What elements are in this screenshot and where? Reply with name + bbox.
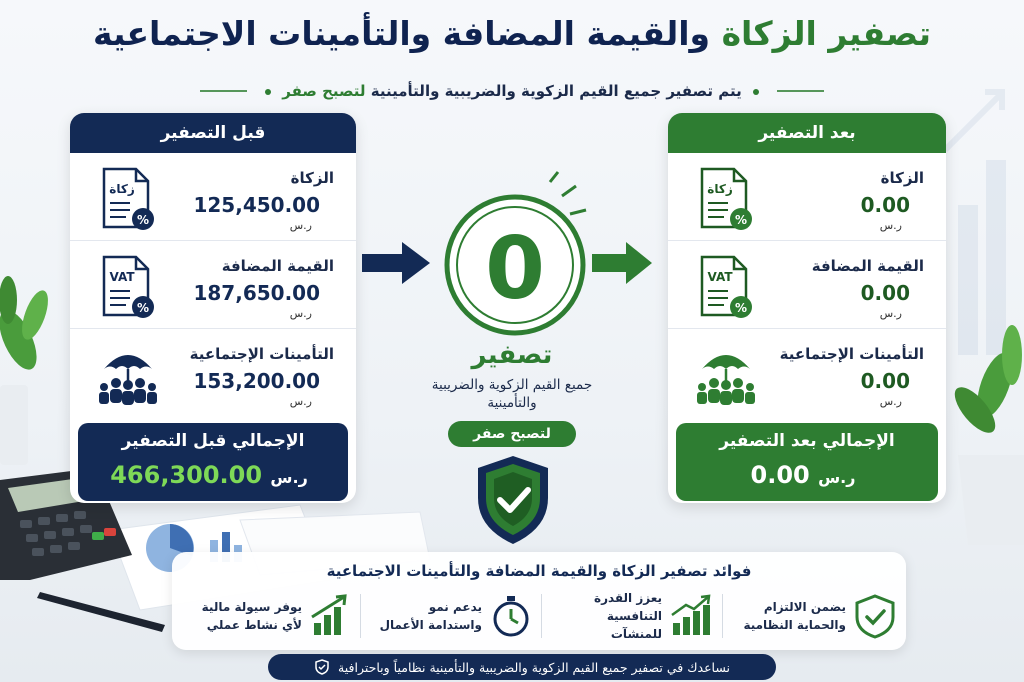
before-total-value-wrap	[78, 461, 348, 489]
before-total-currency: ر.س	[270, 468, 308, 487]
svg-text:%: %	[136, 213, 150, 227]
benefit-text-competitiveness: يعزز القدرة التنافسية للمنشآت	[593, 591, 662, 641]
before-card	[70, 113, 356, 503]
benefit-text-sustainability: يدعم نمو واستدامة الأعمال	[379, 600, 482, 632]
after-vat-label: القيمة المضافة	[811, 257, 924, 275]
before-total-box	[78, 423, 348, 501]
after-zakat-value: 0.00	[860, 193, 910, 217]
growth-chart-icon	[308, 593, 354, 639]
zakat-icon-text: زكاة	[707, 182, 733, 196]
shield-check-icon	[314, 659, 330, 675]
before-insurance-value: 153,200.00	[193, 369, 320, 393]
svg-text:%: %	[136, 301, 150, 315]
svg-text:%: %	[734, 213, 748, 227]
after-vat-value: 0.00	[860, 281, 910, 305]
before-zakat-label: الزكاة	[290, 169, 334, 187]
title-navy-part: والقيمة المضافة والتأمينات الاجتماعية	[92, 14, 711, 53]
benefit-divider	[360, 594, 361, 638]
zero-digit: 0	[485, 219, 545, 319]
shield-check-icon	[852, 593, 898, 639]
before-vat-label: القيمة المضافة	[221, 257, 334, 275]
after-insurance-currency: ر.س	[879, 395, 902, 408]
benefits-panel	[172, 552, 906, 650]
dot-icon	[265, 89, 271, 95]
before-total-value: 466,300.00	[110, 461, 263, 489]
after-total-label: الإجمالي بعد التصفير	[719, 431, 895, 451]
growth-bars-icon	[668, 593, 714, 639]
vat-icon-text: VAT	[109, 270, 135, 284]
left-plant-decor	[0, 276, 53, 465]
zakat-document-icon	[694, 163, 758, 233]
footer-banner	[268, 654, 776, 680]
vat-icon-text: VAT	[707, 270, 733, 284]
benefit-divider	[722, 594, 723, 638]
after-total-currency: ر.س	[818, 468, 856, 487]
before-vat-currency: ر.س	[289, 307, 312, 320]
after-total-value-wrap	[676, 461, 938, 489]
becomes-zero-pill: لتصبح صفر	[448, 421, 576, 447]
after-zakat-row	[668, 153, 946, 241]
before-insurance-label: التأمينات الإجتماعية	[189, 345, 334, 363]
vat-document-icon	[96, 251, 160, 321]
zero-circle-icon	[440, 170, 590, 340]
vat-document-icon	[694, 251, 758, 321]
subtitle-text: يتم تصفير جميع القيم الزكوية والضريبية والتأمينية	[370, 82, 742, 100]
zeroing-title: تصفير	[471, 340, 553, 370]
after-total-value: 0.00	[750, 461, 810, 489]
benefits-title: فوائد تصفير الزكاة والقيمة المضافة والتأمينات الاجتماعية	[326, 562, 752, 580]
zakat-document-icon	[96, 163, 160, 233]
arrow-right-green-icon	[592, 240, 654, 286]
after-zakat-label: الزكاة	[880, 169, 924, 187]
after-total-box	[676, 423, 938, 501]
subtitle-bar	[200, 78, 824, 104]
dot-icon	[753, 89, 759, 95]
after-card	[668, 113, 946, 503]
before-zakat-row	[70, 153, 356, 241]
subtitle-line-left	[777, 90, 824, 92]
after-insurance-row	[668, 329, 946, 417]
subtitle	[259, 82, 765, 100]
benefit-text-liquidity: يوفر سيولة مالية لأي نشاط عملي	[201, 600, 302, 632]
before-vat-row	[70, 241, 356, 329]
arrow-right-navy-icon	[362, 240, 432, 286]
subtitle-line-right	[200, 90, 247, 92]
benefit-divider	[541, 594, 542, 638]
before-zakat-currency: ر.س	[289, 219, 312, 232]
title-green-part: تصفير الزكاة	[721, 14, 932, 53]
benefit-item-sustainability	[354, 590, 534, 642]
benefit-item-liquidity	[174, 590, 354, 642]
benefit-item-competitiveness	[534, 590, 714, 642]
after-insurance-label: التأمينات الإجتماعية	[779, 345, 924, 363]
shield-check-icon	[472, 452, 554, 548]
footer-text: نساعدك في تصفير جميع القيم الزكوية والضريبية والتأمينية نظامياً وباحترافية	[338, 659, 730, 675]
right-plant-decor	[948, 325, 1024, 545]
after-zakat-currency: ر.س	[879, 219, 902, 232]
before-insurance-currency: ر.س	[289, 395, 312, 408]
zeroing-description: جميع القيم الزكوية والضريبية والتأمينية	[431, 377, 593, 412]
svg-text:%: %	[734, 301, 748, 315]
social-insurance-icon	[96, 339, 160, 409]
before-zakat-value: 125,450.00	[193, 193, 320, 217]
stopwatch-icon	[488, 593, 534, 639]
after-vat-currency: ر.س	[879, 307, 902, 320]
subtitle-highlight: لتصبح صفر	[282, 82, 366, 100]
zakat-icon-text: زكاة	[109, 182, 135, 196]
after-vat-row	[668, 241, 946, 329]
before-total-label: الإجمالي قبل التصفير	[121, 431, 305, 451]
before-vat-value: 187,650.00	[193, 281, 320, 305]
benefit-text-compliance: يضمن الالتزام والحماية النظامية	[743, 600, 846, 632]
before-insurance-row	[70, 329, 356, 417]
page-title	[0, 14, 1024, 53]
after-card-header: بعد التصفير	[668, 113, 946, 153]
social-insurance-icon	[694, 339, 758, 409]
benefit-item-compliance	[718, 590, 898, 642]
after-insurance-value: 0.00	[860, 369, 910, 393]
before-card-header: قبل التصفير	[70, 113, 356, 153]
